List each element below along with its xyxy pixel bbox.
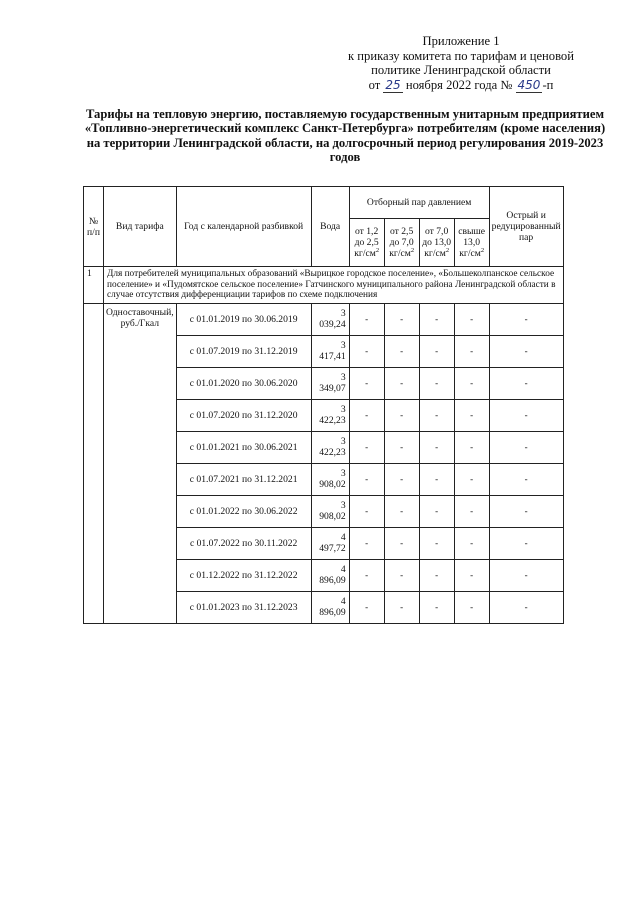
date-middle: ноября 2022 года № — [405, 77, 513, 92]
water-tariff-cell: 4 896,09 — [311, 559, 349, 591]
handwritten-number: 450 — [517, 77, 541, 92]
header-pressure-3: от 7,0 до 13,0 $кг/см^2$ — [419, 219, 454, 267]
sharp-steam-cell: - — [489, 303, 563, 335]
water-tariff-cell: 4 497,72 — [311, 527, 349, 559]
pressure-3-cell: - — [419, 367, 454, 399]
water-tariff-cell: 3 349,07 — [311, 367, 349, 399]
pressure-4-cell: - — [454, 495, 489, 527]
pressure-1-cell: - — [349, 399, 384, 431]
pressure-3-cell: - — [419, 559, 454, 591]
pressure-3-cell: - — [419, 495, 454, 527]
sharp-steam-cell: - — [489, 495, 563, 527]
period-cell: с 01.01.2023 по 31.12.2023 — [176, 591, 311, 623]
pressure-4-cell: - — [454, 399, 489, 431]
pressure-4-cell: - — [454, 335, 489, 367]
sharp-steam-cell: - — [489, 463, 563, 495]
date-prefix: от — [368, 77, 381, 92]
header-num: № п/п — [84, 187, 104, 267]
header-pressure-1: от 1,2 до 2,5 $кг/см^2$ — [349, 219, 384, 267]
period-cell: с 01.07.2021 по 31.12.2021 — [176, 463, 311, 495]
pressure-2-cell: - — [384, 559, 419, 591]
pressure-2-cell: - — [384, 527, 419, 559]
pressure-1-cell: - — [349, 559, 384, 591]
period-cell: с 01.01.2020 по 30.06.2020 — [176, 367, 311, 399]
sharp-steam-cell: - — [489, 591, 563, 623]
pressure-3-cell: - — [419, 463, 454, 495]
num-cell-empty — [84, 303, 104, 623]
appendix-date-line — [336, 78, 586, 93]
pressure-1-cell: - — [349, 335, 384, 367]
appendix-title: Приложение 1 — [422, 34, 500, 48]
tariff-kind-cell: Одноставочный, руб./Гкал — [104, 303, 177, 623]
period-cell: с 01.07.2020 по 31.12.2020 — [176, 399, 311, 431]
water-tariff-cell: 3 908,02 — [311, 463, 349, 495]
header-sharp-steam: Острый и редуцированный пар — [489, 187, 563, 267]
water-tariff-cell: 4 896,09 — [311, 591, 349, 623]
pressure-3-cell: - — [419, 303, 454, 335]
period-cell: с 01.12.2022 по 31.12.2022 — [176, 559, 311, 591]
sharp-steam-cell: - — [489, 335, 563, 367]
period-cell: с 01.01.2022 по 30.06.2022 — [176, 495, 311, 527]
period-cell: с 01.07.2022 по 30.11.2022 — [176, 527, 311, 559]
pressure-3-cell: - — [419, 527, 454, 559]
header-kind: Вид тарифа — [104, 187, 177, 267]
pressure-2-cell: - — [384, 431, 419, 463]
pressure-2-cell: - — [384, 303, 419, 335]
water-tariff-cell: 3 422,23 — [311, 399, 349, 431]
tariff-table — [83, 186, 564, 624]
pressure-2-cell: - — [384, 399, 419, 431]
water-tariff-cell: 3 417,41 — [311, 335, 349, 367]
pressure-4-cell: - — [454, 367, 489, 399]
pressure-4-cell: - — [454, 463, 489, 495]
appendix-committee-line: политике Ленинградской области — [371, 63, 551, 77]
handwritten-day: 25 — [385, 77, 401, 92]
header-pressure-2: от 2,5 до 7,0 $кг/см^2$ — [384, 219, 419, 267]
pressure-2-cell: - — [384, 335, 419, 367]
section-description: Для потребителей муниципальных образований «Вырицкое городское поселение», «Большеколпанское сельское поселение» и «Пудомятское сельское поселение» Гатчинского муниципального района Ленинградской области в случае отсутствия дифференциации тарифов по схеме подключения — [104, 267, 564, 304]
header-steam-group: Отборный пар давлением — [349, 187, 489, 219]
sharp-steam-cell: - — [489, 559, 563, 591]
date-suffix: -п — [542, 77, 554, 92]
pressure-3-cell: - — [419, 335, 454, 367]
section-row — [84, 267, 564, 304]
sharp-steam-cell: - — [489, 431, 563, 463]
water-tariff-cell: 3 422,23 — [311, 431, 349, 463]
sharp-steam-cell: - — [489, 399, 563, 431]
header-pressure-4: свыше 13,0 $кг/см^2$ — [454, 219, 489, 267]
pressure-1-cell: - — [349, 367, 384, 399]
pressure-1-cell: - — [349, 431, 384, 463]
period-cell: с 01.01.2021 по 30.06.2021 — [176, 431, 311, 463]
pressure-4-cell: - — [454, 431, 489, 463]
period-cell: с 01.07.2019 по 31.12.2019 — [176, 335, 311, 367]
section-number: 1 — [84, 267, 104, 304]
period-cell: с 01.01.2019 по 30.06.2019 — [176, 303, 311, 335]
water-tariff-cell: 3 039,24 — [311, 303, 349, 335]
header-year: Год с календарной разбивкой — [176, 187, 311, 267]
pressure-1-cell: - — [349, 527, 384, 559]
pressure-2-cell: - — [384, 591, 419, 623]
table-row — [84, 303, 564, 335]
water-tariff-cell: 3 908,02 — [311, 495, 349, 527]
pressure-3-cell: - — [419, 431, 454, 463]
appendix-order-line: к приказу комитета по тарифам и ценовой — [348, 48, 574, 63]
pressure-2-cell: - — [384, 463, 419, 495]
pressure-4-cell: - — [454, 527, 489, 559]
pressure-4-cell: - — [454, 591, 489, 623]
document-title: Тарифы на тепловую энергию, поставляемую государственным унитарным предприятием «Топливно-энергетический комплекс Санкт-Петербурга» потребителям (кроме населения) на территории Ленинградской области, на долгосрочный период регулирования 2019-2023 годов — [84, 107, 606, 165]
pressure-4-cell: - — [454, 303, 489, 335]
pressure-2-cell: - — [384, 495, 419, 527]
pressure-1-cell: - — [349, 495, 384, 527]
pressure-3-cell: - — [419, 399, 454, 431]
appendix-block — [336, 34, 586, 92]
pressure-1-cell: - — [349, 463, 384, 495]
pressure-3-cell: - — [419, 591, 454, 623]
header-water: Вода — [311, 187, 349, 267]
sharp-steam-cell: - — [489, 527, 563, 559]
pressure-1-cell: - — [349, 591, 384, 623]
pressure-4-cell: - — [454, 559, 489, 591]
pressure-2-cell: - — [384, 367, 419, 399]
sharp-steam-cell: - — [489, 367, 563, 399]
pressure-1-cell: - — [349, 303, 384, 335]
